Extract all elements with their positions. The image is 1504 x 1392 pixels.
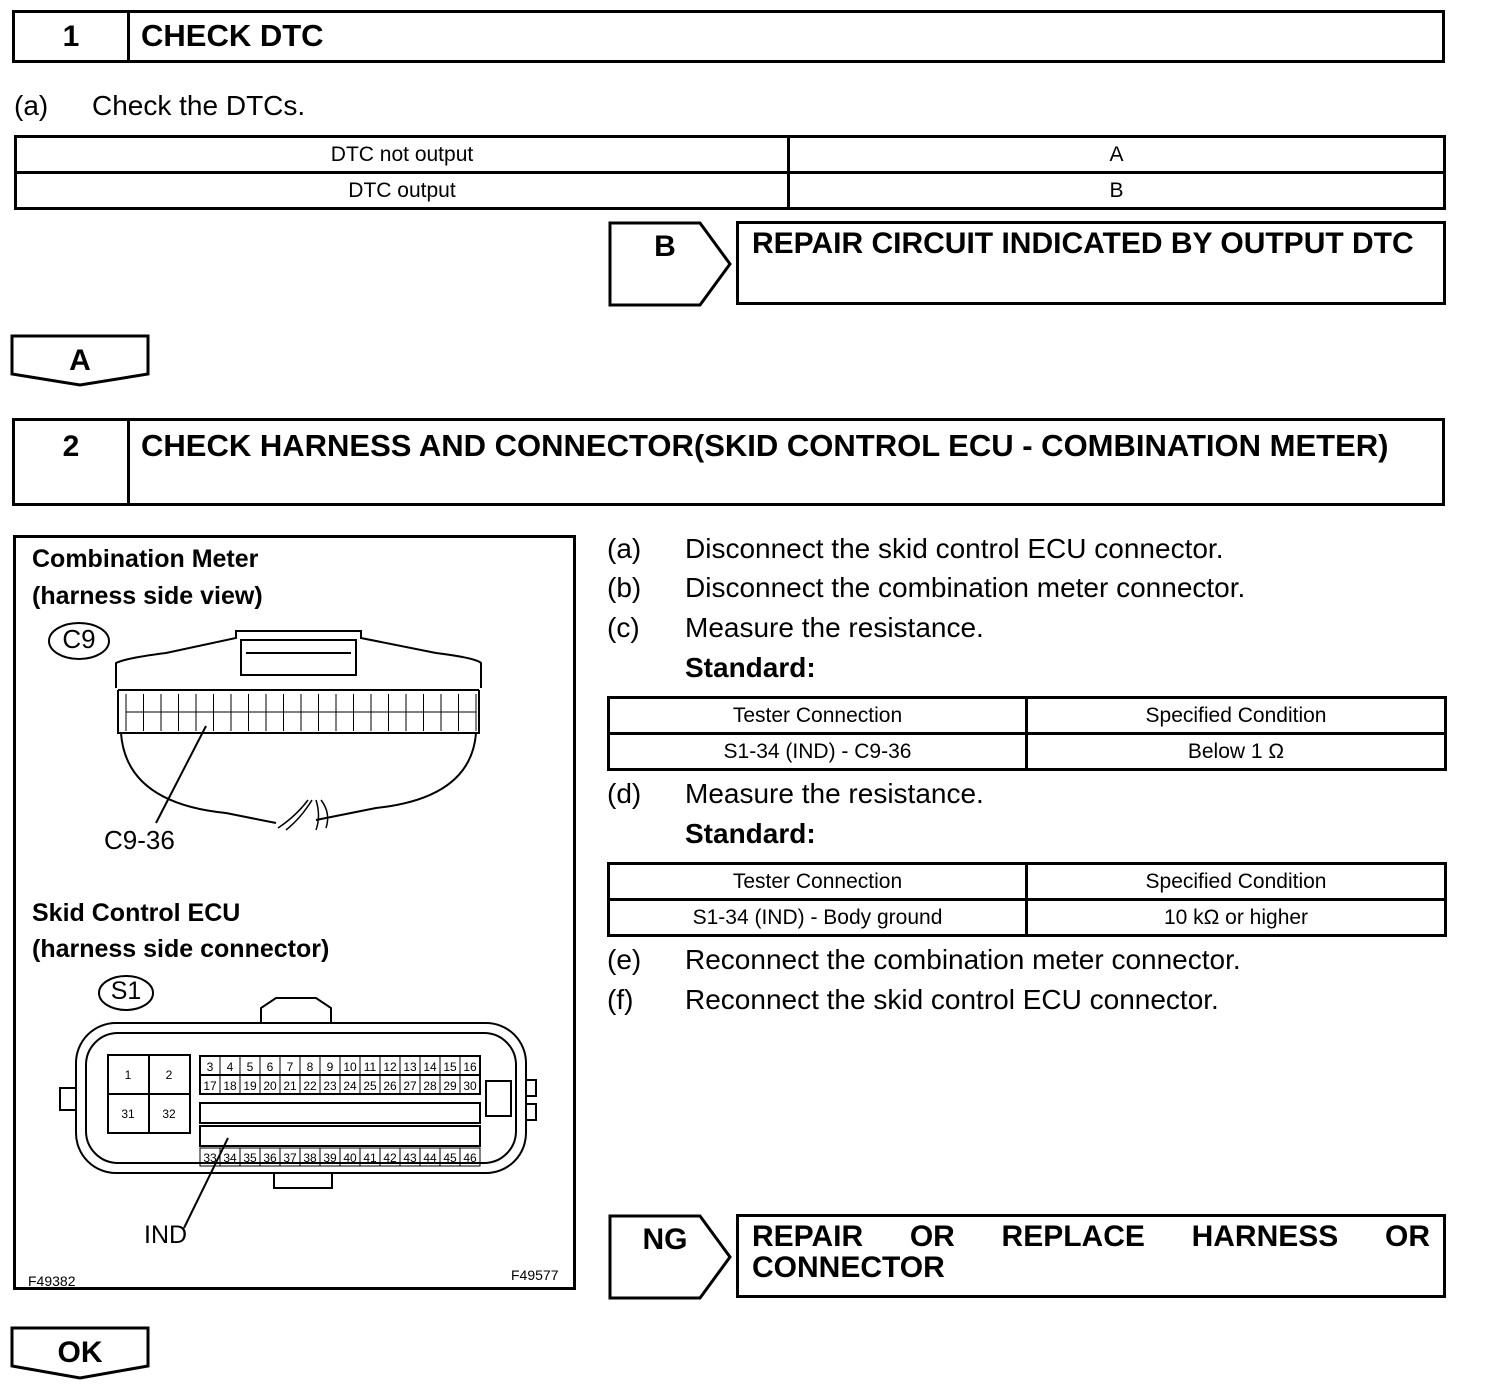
step2-e-text: Reconnect the combination meter connector.	[685, 944, 1241, 975]
table-cell: B	[789, 173, 1445, 209]
s1-pin-label: 22	[303, 1079, 317, 1093]
step2-c-text: Measure the resistance.	[685, 612, 984, 643]
step1-title: CHECK DTC	[141, 18, 324, 53]
s1-pin-label: 11	[363, 1060, 377, 1074]
s1-pin-label: 10	[343, 1060, 357, 1074]
step1-header	[12, 10, 1445, 63]
s1-pin-label: 36	[263, 1151, 277, 1165]
step2-b-label: (b)	[607, 572, 642, 603]
s1-pin-label: 37	[283, 1151, 297, 1165]
table-cell: S1-34 (IND) - Body ground	[609, 900, 1027, 936]
ecu-title-line1: Skid Control ECU	[32, 899, 241, 927]
s1-pin-label: 28	[423, 1079, 437, 1093]
c9-connector-id: C9	[62, 624, 96, 654]
s1-pin-label: 35	[243, 1151, 257, 1165]
s1-pin-label: 7	[286, 1060, 294, 1074]
s1-pin-label: 40	[343, 1151, 357, 1165]
ecu-title-line2: (harness side connector)	[32, 935, 330, 963]
dtc-result-table	[14, 135, 1446, 210]
step2-header	[12, 418, 1445, 506]
table-cell: DTC output	[16, 173, 789, 209]
connector-diagram	[13, 535, 576, 1290]
branch-ng-action: REPAIR OR REPLACE HARNESS OR CONNECTOR	[736, 1214, 1446, 1298]
branch-b-label: B	[654, 230, 676, 263]
figure-id-right: F49577	[511, 1267, 559, 1283]
table-cell: 10 kΩ or higher	[1027, 900, 1446, 936]
table-row	[609, 900, 1446, 936]
s1-pin-label: 4	[226, 1060, 234, 1074]
branch-a-label: A	[69, 344, 91, 377]
step1-instruction-text: Check the DTCs.	[92, 90, 306, 121]
table-row	[16, 173, 1445, 209]
table-header: Tester Connection	[609, 698, 1027, 734]
branch-ok-label: OK	[57, 1336, 103, 1369]
s1-pin-label: 27	[403, 1079, 417, 1093]
s1-pin-label: 41	[363, 1151, 377, 1165]
s1-pin-label: 39	[323, 1151, 337, 1165]
step2-d-label: (d)	[607, 778, 642, 809]
table-row	[609, 864, 1446, 900]
step2-f	[607, 984, 1447, 1018]
s1-big-pin-label: 1	[124, 1068, 132, 1082]
s1-pin-label: 20	[263, 1079, 277, 1093]
s1-pin-label: 12	[383, 1060, 397, 1074]
step2-b-text: Disconnect the combination meter connector.	[685, 572, 1246, 603]
table-cell: Below 1 Ω	[1027, 734, 1446, 770]
s1-pin-label: 34	[223, 1151, 237, 1165]
step2-c-label: (c)	[607, 612, 640, 643]
step1-instruction	[14, 90, 814, 124]
meter-title-line2: (harness side view)	[32, 582, 263, 610]
s1-pin-label: 29	[443, 1079, 457, 1093]
ind-pin-label: IND	[144, 1221, 188, 1249]
s1-pin-label: 18	[223, 1079, 237, 1093]
s1-pin-label: 24	[343, 1079, 357, 1093]
table-header: Specified Condition	[1027, 698, 1446, 734]
s1-pin-label: 19	[243, 1079, 257, 1093]
s1-connector-id: S1	[110, 977, 142, 1005]
table-cell: S1-34 (IND) - C9-36	[609, 734, 1027, 770]
table-row	[16, 137, 1445, 173]
s1-pin-label: 17	[203, 1079, 217, 1093]
s1-big-pin-label: 31	[121, 1107, 135, 1121]
step2-b	[607, 572, 1447, 606]
branch-ng-label: NG	[642, 1223, 688, 1256]
s1-pin-label: 42	[383, 1151, 397, 1165]
c9-36-pin-label: C9-36	[104, 825, 175, 855]
step2-f-text: Reconnect the skid control ECU connector.	[685, 984, 1219, 1015]
s1-pin-label: 8	[306, 1060, 314, 1074]
step1-number: 1	[15, 13, 130, 60]
s1-pin-label: 5	[246, 1060, 254, 1074]
step2-e	[607, 944, 1447, 978]
standard-label-2: Standard:	[685, 818, 816, 849]
table-row	[609, 698, 1446, 734]
s1-pin-label: 14	[423, 1060, 437, 1074]
s1-pin-label: 30	[463, 1079, 477, 1093]
s1-pin-label: 46	[463, 1151, 477, 1165]
s1-pin-label: 9	[326, 1060, 334, 1074]
s1-pin-label: 43	[403, 1151, 417, 1165]
s1-pin-label: 25	[363, 1079, 377, 1093]
branch-b-action: REPAIR CIRCUIT INDICATED BY OUTPUT DTC	[736, 221, 1446, 305]
s1-pin-label: 38	[303, 1151, 317, 1165]
step2-d-text: Measure the resistance.	[685, 778, 984, 809]
step2-a-text: Disconnect the skid control ECU connector.	[685, 533, 1224, 564]
s1-pin-label: 13	[403, 1060, 417, 1074]
step2-c	[607, 612, 1447, 646]
step2-f-label: (f)	[607, 984, 634, 1015]
step2-a-label: (a)	[607, 533, 642, 564]
s1-pin-label: 44	[423, 1151, 437, 1165]
figure-id-left: F49382	[28, 1273, 76, 1289]
table-row	[609, 734, 1446, 770]
s1-big-pin-label: 32	[162, 1107, 176, 1121]
step2-number: 2	[15, 421, 130, 503]
s1-pin-label: 6	[266, 1060, 274, 1074]
meter-title-line1: Combination Meter	[32, 545, 259, 573]
c9-pin-grid	[126, 694, 476, 731]
s1-big-pin-label: 2	[165, 1068, 173, 1082]
resistance-table-2	[607, 862, 1447, 937]
s1-pin-grid	[200, 1056, 480, 1166]
s1-pin-label: 23	[323, 1079, 337, 1093]
step2-title: CHECK HARNESS AND CONNECTOR(SKID CONTROL ECU - COMBINATION METER)	[141, 428, 1389, 463]
table-header: Tester Connection	[609, 864, 1027, 900]
step2-e-label: (e)	[607, 944, 642, 975]
table-cell: DTC not output	[16, 137, 789, 173]
s1-pin-label: 26	[383, 1079, 397, 1093]
s1-pin-label: 3	[206, 1060, 214, 1074]
step1-instruction-label: (a)	[14, 90, 49, 121]
table-cell: A	[789, 137, 1445, 173]
s1-pin-label: 33	[203, 1151, 217, 1165]
s1-pin-label: 21	[283, 1079, 297, 1093]
s1-pin-label: 16	[463, 1060, 477, 1074]
s1-pin-label: 45	[443, 1151, 457, 1165]
step2-d	[607, 778, 1447, 812]
standard-label-1: Standard:	[685, 652, 816, 683]
table-header: Specified Condition	[1027, 864, 1446, 900]
resistance-table-1	[607, 696, 1447, 771]
s1-pin-label: 15	[443, 1060, 457, 1074]
step2-a	[607, 533, 1447, 567]
